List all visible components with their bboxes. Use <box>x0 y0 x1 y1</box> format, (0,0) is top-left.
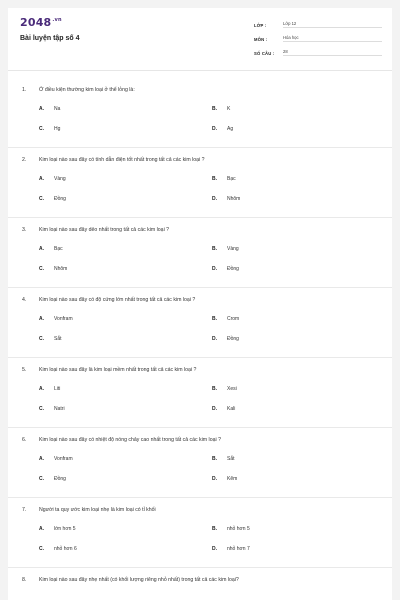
answer-option-c[interactable] <box>39 336 62 342</box>
question-item <box>8 218 392 288</box>
logo-text: 2048 <box>20 16 52 29</box>
option-text: lớn hơn 5 <box>54 526 76 532</box>
option-text: Sắt <box>54 336 62 342</box>
meta-label: SỐ CÂU : <box>254 51 275 56</box>
worksheet-page <box>8 8 392 600</box>
answer-option-a[interactable] <box>39 456 73 462</box>
option-letter: C. <box>39 196 44 202</box>
option-text: Vonfram <box>54 316 73 322</box>
answer-option-a[interactable] <box>39 526 76 532</box>
answer-option-b[interactable] <box>212 106 230 112</box>
answer-option-c[interactable] <box>39 126 60 132</box>
option-text: nhỏ hơn 5 <box>227 526 250 532</box>
page-title: Bài luyện tập số 4 <box>20 35 80 42</box>
option-text: Vàng <box>227 246 239 252</box>
option-letter: B. <box>212 526 217 532</box>
option-text: Bạc <box>54 246 63 252</box>
meta-value-class: Lớp 12 <box>283 21 382 28</box>
option-letter: D. <box>212 266 217 272</box>
option-letter: A. <box>39 246 44 252</box>
answer-option-d[interactable] <box>212 336 239 342</box>
answer-option-b[interactable] <box>212 456 235 462</box>
option-letter: C. <box>39 126 44 132</box>
question-number: 3. <box>22 227 27 233</box>
answer-option-c[interactable] <box>39 406 65 412</box>
question-text-row <box>22 367 386 373</box>
option-letter: C. <box>39 546 44 552</box>
meta-label: LỚP : <box>254 23 267 28</box>
option-letter: B. <box>212 246 217 252</box>
option-letter: A. <box>39 386 44 392</box>
option-letter: D. <box>212 196 217 202</box>
option-letter: C. <box>39 266 44 272</box>
question-text-row <box>22 437 386 443</box>
question-number: 4. <box>22 297 27 303</box>
option-text: nhỏ hơn 7 <box>227 546 250 552</box>
answer-option-b[interactable] <box>212 386 237 392</box>
question-text-row <box>22 297 386 303</box>
option-letter: B. <box>212 106 217 112</box>
answer-option-b[interactable] <box>212 316 239 322</box>
option-text: Nhôm <box>54 266 68 272</box>
option-letter: B. <box>212 176 217 182</box>
answer-option-d[interactable] <box>212 266 239 272</box>
answer-option-a[interactable] <box>39 316 73 322</box>
question-item <box>8 148 392 218</box>
question-item <box>8 428 392 498</box>
answer-option-a[interactable] <box>39 106 60 112</box>
question-text: Ở điều kiện thường kim loại ở thể lỏng là: <box>39 87 135 93</box>
question-number: 2. <box>22 157 27 163</box>
option-letter: D. <box>212 406 217 412</box>
answer-option-d[interactable] <box>212 196 240 202</box>
option-text: Vàng <box>54 176 66 182</box>
answer-option-b[interactable] <box>212 246 239 252</box>
answer-option-b[interactable] <box>212 176 236 182</box>
question-item <box>8 288 392 358</box>
question-text: Kim loại nào sau đây nhẹ nhất (có khối lượng riêng nhỏ nhất) trong tất cả các kim loại? <box>39 577 239 583</box>
question-number: 1. <box>22 87 27 93</box>
meta-row-question-count <box>254 43 382 56</box>
option-letter: D. <box>212 126 217 132</box>
option-text: Đồng <box>227 336 239 342</box>
meta-row-class <box>254 15 382 28</box>
option-letter: A. <box>39 106 44 112</box>
question-item <box>8 78 392 148</box>
answer-option-c[interactable] <box>39 266 67 272</box>
question-text-row <box>22 227 386 233</box>
option-letter: D. <box>212 336 217 342</box>
option-text: K <box>227 106 231 112</box>
option-text: Sắt <box>227 456 235 462</box>
option-text: nhỏ hơn 6 <box>54 546 77 552</box>
option-text: Nhôm <box>227 196 241 202</box>
option-text: Ag <box>227 126 234 132</box>
option-text: Crom <box>227 316 240 322</box>
question-text: Người ta quy ước kim loại nhẹ là kim loại có tỉ khối <box>39 507 156 513</box>
logo-suffix: .vn <box>52 17 62 24</box>
option-text: Vonfram <box>54 456 73 462</box>
question-number: 5. <box>22 367 27 373</box>
question-text-row <box>22 507 386 513</box>
answer-option-c[interactable] <box>39 196 66 202</box>
answer-option-c[interactable] <box>39 546 77 552</box>
question-text: Kim loại nào sau đây là kim loại mềm nhất trong tất cả các kim loại ? <box>39 367 197 373</box>
question-list <box>8 78 392 600</box>
option-text: Kẽm <box>227 476 238 482</box>
option-letter: A. <box>39 456 44 462</box>
answer-option-a[interactable] <box>39 386 60 392</box>
question-text-row <box>22 157 386 163</box>
option-letter: D. <box>212 476 217 482</box>
option-text: Natri <box>54 406 65 412</box>
answer-option-d[interactable] <box>212 546 250 552</box>
question-number: 6. <box>22 437 27 443</box>
question-item <box>8 498 392 568</box>
option-letter: C. <box>39 476 44 482</box>
answer-option-d[interactable] <box>212 476 237 482</box>
question-item <box>8 358 392 428</box>
option-letter: B. <box>212 456 217 462</box>
answer-option-d[interactable] <box>212 406 235 412</box>
question-text-row <box>22 87 386 93</box>
meta-label: MÔN : <box>254 37 268 42</box>
option-text: Hg <box>54 126 61 132</box>
option-letter: C. <box>39 336 44 342</box>
option-letter: A. <box>39 526 44 532</box>
option-text: Đồng <box>54 476 66 482</box>
option-text: Xesi <box>227 386 237 392</box>
question-number: 8. <box>22 577 27 583</box>
option-text: Đồng <box>227 266 239 272</box>
answer-option-b[interactable] <box>212 526 250 532</box>
answer-option-d[interactable] <box>212 126 233 132</box>
option-letter: C. <box>39 406 44 412</box>
answer-option-a[interactable] <box>39 246 63 252</box>
option-text: Bạc <box>227 176 236 182</box>
question-text: Kim loại nào sau đây dẻo nhất trong tất cả các kim loại ? <box>39 227 170 233</box>
meta-value-subject: Hóa học <box>283 35 382 42</box>
question-item <box>8 568 392 600</box>
option-letter: A. <box>39 176 44 182</box>
meta-row-subject <box>254 29 382 42</box>
worksheet-meta <box>254 15 382 57</box>
option-letter: B. <box>212 386 217 392</box>
answer-option-a[interactable] <box>39 176 66 182</box>
question-number: 7. <box>22 507 27 513</box>
site-logo[interactable] <box>20 16 62 29</box>
question-text: Kim loại nào sau đây có nhiệt độ nóng chảy cao nhất trong tất cả các kim loại ? <box>39 437 221 443</box>
option-letter: B. <box>212 316 217 322</box>
question-text: Kim loại nào sau đây có độ cứng lớn nhất trong tất cả các kim loại ? <box>39 297 196 303</box>
option-text: Liti <box>54 386 61 392</box>
meta-value-question-count: 28 <box>283 49 382 56</box>
option-text: Kali <box>227 406 236 412</box>
answer-option-c[interactable] <box>39 476 66 482</box>
option-letter: A. <box>39 316 44 322</box>
question-text-row <box>22 577 386 583</box>
question-text: Kim loại nào sau đây có tính dẫn điện tốt nhất trong tất cả các kim loại ? <box>39 157 205 163</box>
option-letter: D. <box>212 546 217 552</box>
option-text: Đồng <box>54 196 66 202</box>
option-text: Na <box>54 106 61 112</box>
worksheet-header <box>8 8 392 71</box>
